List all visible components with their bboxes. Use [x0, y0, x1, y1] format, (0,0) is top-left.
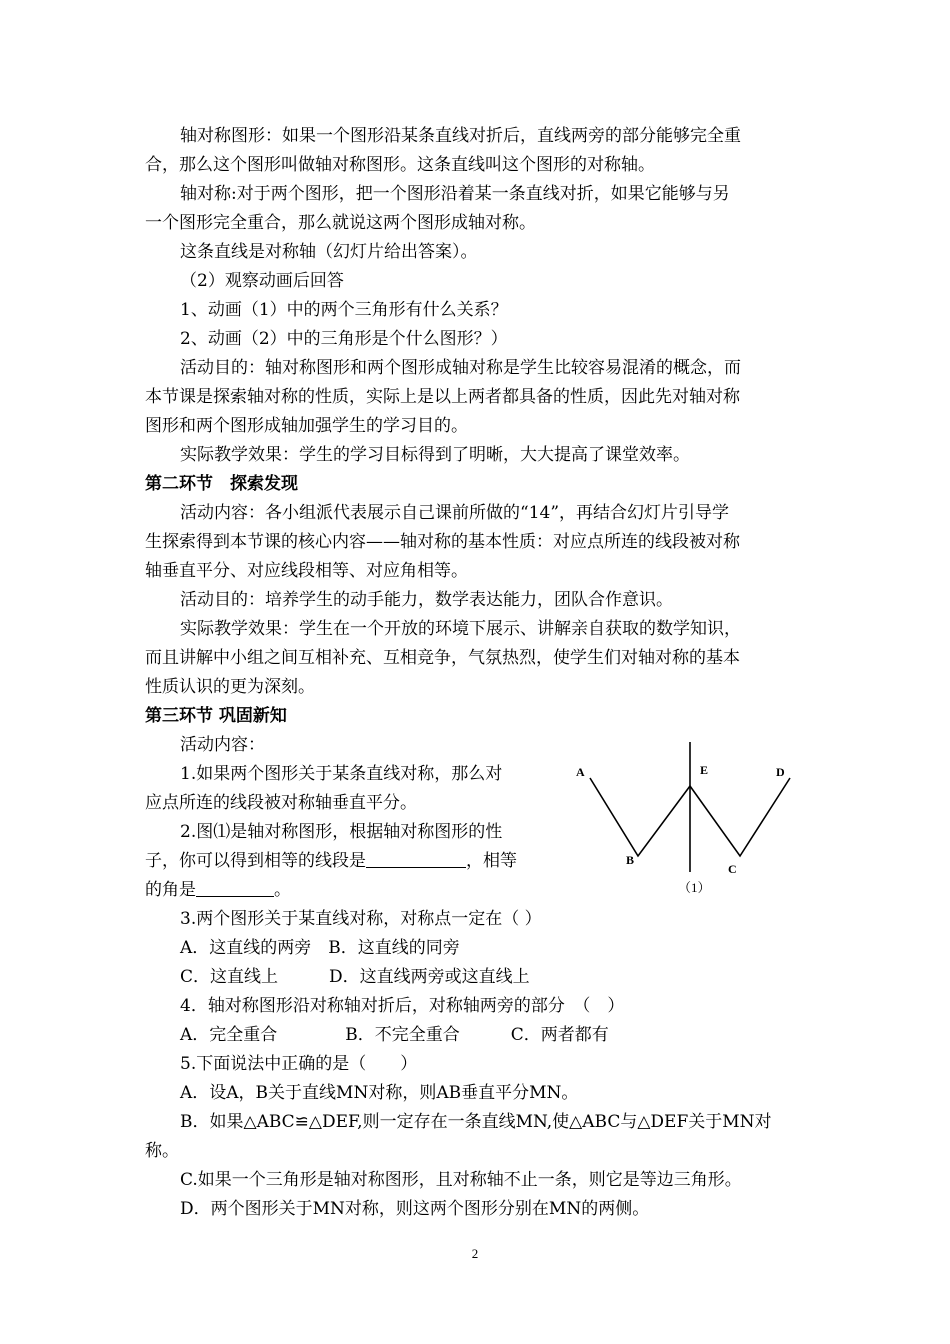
question-5-option-c: C.如果一个三角形是轴对称图形，且对称轴不止一条，则它是等边三角形。 — [180, 1170, 742, 1190]
question-5-option-b: B．如果△ABC≌△DEF,则一定存在一条直线MN,使△ABC与△DEF关于MN对 — [180, 1112, 772, 1132]
paragraph-line: 本节课是探索轴对称的性质，实际上是以上两者都具备的性质，因此先对轴对称 — [145, 387, 740, 407]
question-3-options: A．这直线的两旁 B．这直线的同旁 — [180, 938, 460, 958]
paragraph-activity-purpose: 活动目的：培养学生的动手能力，数学表达能力，团队合作意识。 — [180, 590, 673, 610]
paragraph-line: 称。 — [145, 1141, 179, 1161]
question-2-text: 的角是 — [145, 880, 196, 900]
paragraph-line: 图形和两个图形成轴加强学生的学习目的。 — [145, 416, 468, 436]
question-2-text: 。 — [274, 880, 291, 900]
paragraph-teaching-effect: 实际教学效果：学生的学习目标得到了明晰，大大提高了课堂效率。 — [180, 445, 690, 465]
paragraph-line: （2）观察动画后回答 — [180, 271, 344, 291]
paragraph-line: 一个图形完全重合，那么就说这两个图形成轴对称。 — [145, 213, 536, 233]
paragraph-teaching-effect: 实际教学效果：学生在一个开放的环境下展示、讲解亲自获取的数学知识， — [180, 619, 741, 639]
answer-blank-segments[interactable] — [366, 849, 466, 868]
label-a: A — [576, 765, 585, 779]
paragraph-line: 活动内容： — [180, 735, 265, 755]
question-5: 5.下面说法中正确的是（ ） — [180, 1054, 418, 1074]
page-number: 2 — [471, 1246, 479, 1261]
paragraph-axis-figure-definition: 轴对称图形：如果一个图形沿某条直线对折后，直线两旁的部分能够完全重 — [180, 126, 741, 146]
paragraph-line: 2、动画（2）中的三角形是个什么图形？） — [180, 329, 508, 349]
question-4-options: A．完全重合 B．不完全重合 C．两者都有 — [180, 1025, 609, 1045]
question-2-text: 子，你可以得到相等的线段是 — [145, 851, 366, 871]
question-1: 1.如果两个图形关于某条直线对称，那么对 — [180, 764, 503, 784]
paragraph-line: 应点所连的线段被对称轴垂直平分。 — [145, 793, 417, 813]
question-5-option-d: D．两个图形关于MN对称，则这两个图形分别在MN的两侧。 — [180, 1199, 650, 1219]
paragraph-activity-purpose: 活动目的：轴对称图形和两个图形成轴对称是学生比较容易混淆的概念，而 — [180, 358, 741, 378]
symmetry-figure — [570, 738, 810, 900]
label-c: C — [728, 862, 737, 876]
paragraph-line: 1、动画（1）中的两个三角形有什么关系？ — [180, 300, 508, 320]
label-e: E — [700, 763, 709, 777]
question-2-line — [145, 878, 291, 902]
section-heading-2: 第二环节 探索发现 — [145, 474, 298, 494]
label-d: D — [776, 765, 785, 779]
paragraph-line: 性质认识的更为深刻。 — [145, 677, 315, 697]
question-2: 2.图⑴是轴对称图形，根据轴对称图形的性 — [180, 822, 503, 842]
paragraph-axis-symmetry-definition: 轴对称:对于两个图形，把一个图形沿着某一条直线对折，如果它能够与另 — [180, 184, 730, 204]
paragraph-line: 轴垂直平分、对应线段相等、对应角相等。 — [145, 561, 468, 581]
question-5-option-a: A．设A，B关于直线MN对称，则AB垂直平分MN。 — [180, 1083, 579, 1103]
paragraph-line: 生探索得到本节课的核心内容——轴对称的基本性质：对应点所连的线段被对称 — [145, 532, 740, 552]
answer-blank-angles[interactable] — [196, 878, 274, 897]
figure-caption: （1） — [678, 880, 711, 895]
question-3: 3.两个图形关于某直线对称，对称点一定在（ ） — [180, 909, 542, 929]
paragraph-activity-content: 活动内容：各小组派代表展示自己课前所做的“14”，再结合幻灯片引导学 — [180, 503, 730, 523]
label-b: B — [626, 853, 635, 867]
paragraph-line: 而且讲解中小组之间互相补充、互相竞争，气氛热烈，使学生们对轴对称的基本 — [145, 648, 740, 668]
question-2-text: ，相等 — [466, 851, 517, 871]
question-3-options: C．这直线上 D．这直线两旁或这直线上 — [180, 967, 530, 987]
section-heading-3: 第三环节 巩固新知 — [145, 706, 287, 726]
question-4: 4．轴对称图形沿对称轴对折后，对称轴两旁的部分 （ ） — [180, 996, 625, 1016]
paragraph-line: 这条直线是对称轴（幻灯片给出答案）。 — [180, 242, 478, 262]
paragraph-line: 合，那么这个图形叫做轴对称图形。这条直线叫这个图形的对称轴。 — [145, 155, 655, 175]
question-2-line — [145, 849, 517, 873]
